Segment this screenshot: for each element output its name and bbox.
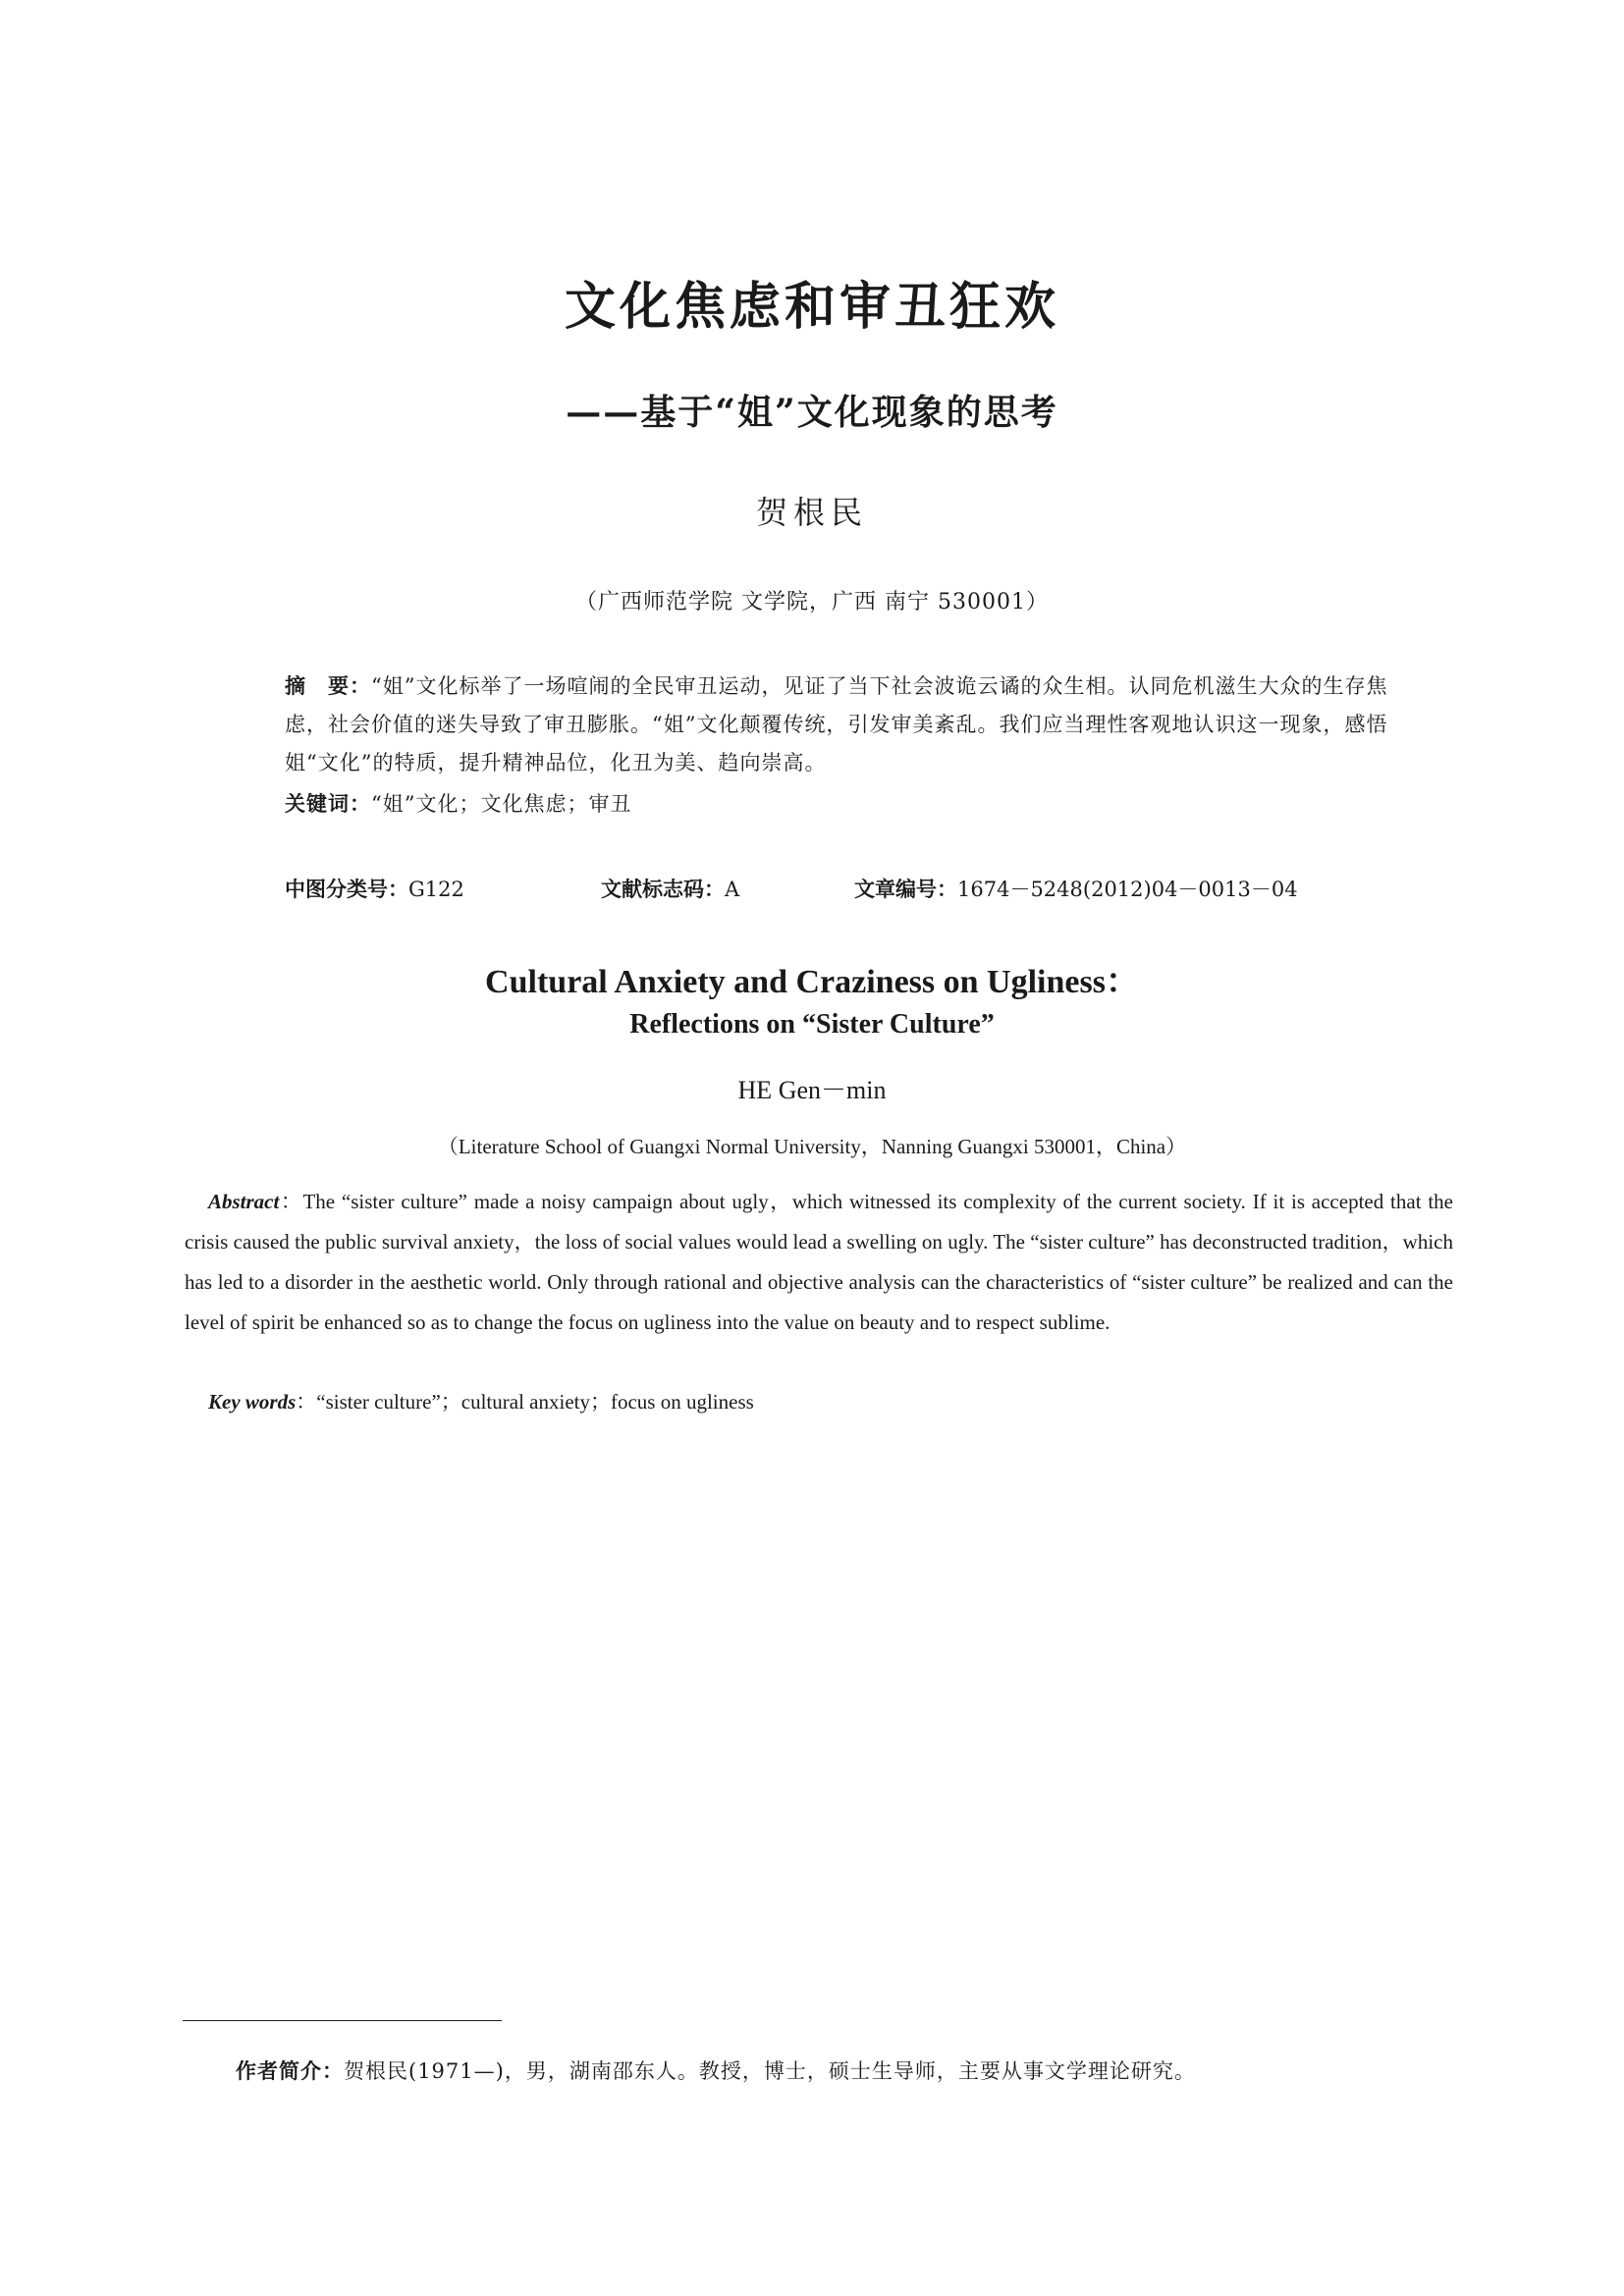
english-abstract-label: Abstract xyxy=(208,1190,280,1213)
chinese-subtitle: ——基于“姐”文化现象的思考 xyxy=(566,392,1058,433)
doc-code-label: 文献标志码： xyxy=(601,878,725,901)
english-abstract-sep: ： xyxy=(279,1190,303,1213)
chinese-keywords-text: “姐”文化；文化焦虑；审丑 xyxy=(371,792,632,816)
english-affiliation: （Literature School of Guangxi Normal University，Nanning Guangxi 530001，China） xyxy=(437,1135,1187,1158)
english-keywords-text: “sister culture”；cultural anxiety；focus on ugliness xyxy=(316,1390,754,1414)
doc-code-value: A xyxy=(725,878,740,901)
english-author: HE Gen－min xyxy=(737,1076,887,1104)
english-keywords-label: Key words xyxy=(208,1390,297,1414)
article-no-value: 1674－5248(2012)04－0013－04 xyxy=(957,878,1298,901)
english-title: Cultural Anxiety and Craziness on Ugliness： xyxy=(485,964,1139,1000)
english-keywords-sep: ： xyxy=(296,1390,317,1414)
footnote-divider xyxy=(183,2020,502,2021)
chinese-affiliation: （广西师范学院 文学院，广西 南宁 530001） xyxy=(575,590,1049,614)
english-keywords xyxy=(208,1386,754,1415)
article-number xyxy=(854,874,1298,903)
author-footnote xyxy=(236,2056,1196,2085)
clc-label: 中图分类号： xyxy=(285,878,408,901)
chinese-abstract-text: “姐”文化标举了一场喧闹的全民审丑运动，见证了当下社会波诡云谲的众生相。认同危机滋生大众的生存焦虑，社会价值的迷失导致了审丑膨胀。“姐”文化颠覆传统，引发审美紊乱。我们应当理性客观地认识这一现象，感悟姐“文化”的特质，提升精神品位，化丑为美、趋向崇高。 xyxy=(285,674,1388,774)
document-code xyxy=(601,874,739,903)
english-abstract xyxy=(185,1182,1453,1343)
footnote-label: 作者简介： xyxy=(236,2059,344,2083)
chinese-keywords-label: 关键词： xyxy=(285,792,371,816)
chinese-keywords xyxy=(285,788,631,818)
chinese-abstract xyxy=(285,667,1404,782)
clc-number xyxy=(285,874,464,903)
english-abstract-text: The “sister culture” made a noisy campaign about ugly，which witnessed its complexity of the current society. If it is accepted that the crisis caused the public survival anxiety，the loss of social values would lead a swelling on ugly. The “sister culture” has deconstructed tradition，which has led to a disorder in the aesthetic world. Only through rational and objective analysis can the characteristics of “sister culture” be realized and can the level of spirit be enhanced so as to change the focus on ugliness into the value on beauty and to respect sublime. xyxy=(185,1190,1453,1334)
footnote-text: 贺根民(1971—)，男，湖南邵东人。教授，博士，硕士生导师，主要从事文学理论研究。 xyxy=(344,2059,1196,2083)
chinese-abstract-label: 摘 要： xyxy=(285,674,371,698)
chinese-author: 贺根民 xyxy=(755,494,868,531)
english-subtitle: Reflections on “Sister Culture” xyxy=(629,1009,995,1040)
chinese-title: 文化焦虑和审丑狂欢 xyxy=(564,277,1059,337)
article-no-label: 文章编号： xyxy=(854,878,957,901)
clc-value: G122 xyxy=(408,878,464,901)
